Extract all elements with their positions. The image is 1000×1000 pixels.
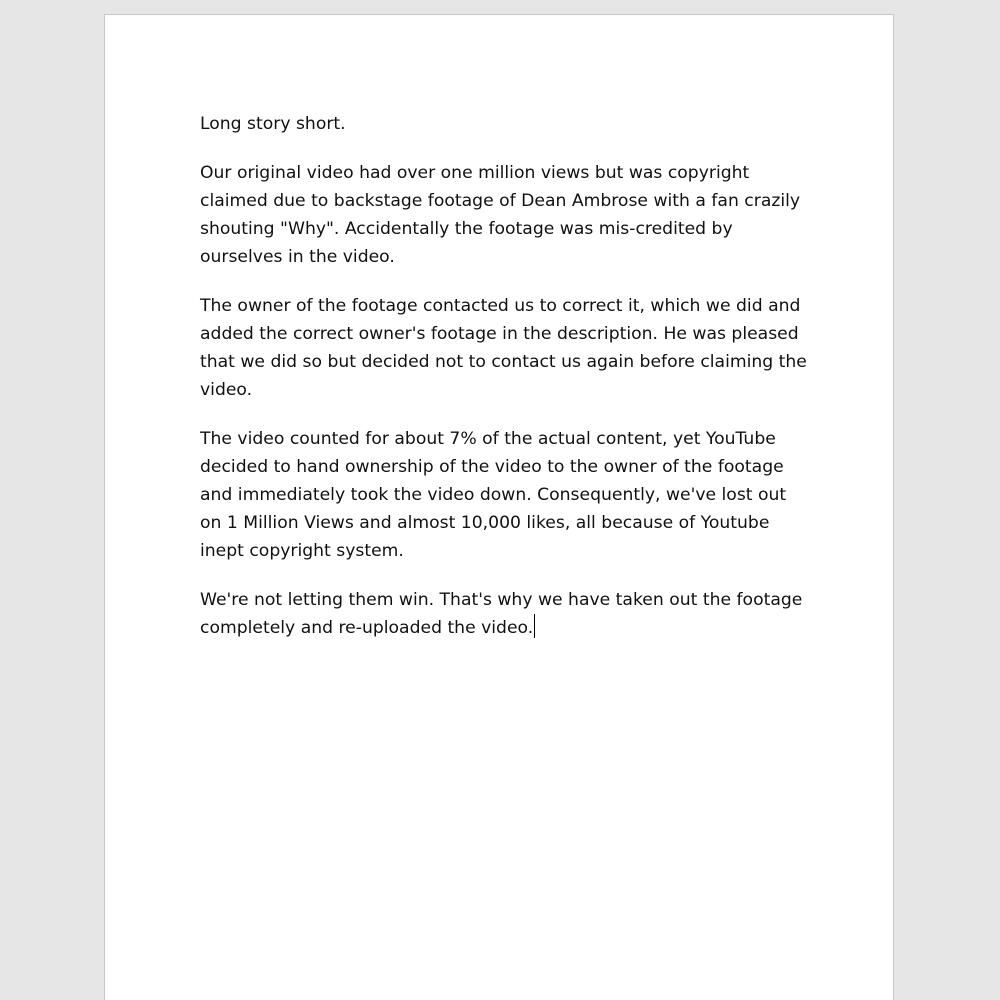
paragraph-youtube-claim[interactable]: The video counted for about 7% of the actual content, yet YouTube decided to hand ownership of the video to the owner of the footage and immediately took the video down. Consequently, we've lost out on 1 Million Views and almost 10,000 likes, all because of Youtube inept copyright system. [200,429,787,561]
document-body[interactable] [200,110,810,642]
paragraph-reupload-text: We're not letting them win. That's why we have taken out the footage completely and re-uploaded the video. [200,590,803,638]
paragraph-footage-owner[interactable]: The owner of the footage contacted us to correct it, which we did and added the correct owner's footage in the description. He was pleased that we did so but decided not to contact us again before claiming the video. [200,296,807,400]
document-page[interactable] [104,14,894,1000]
paragraph-intro[interactable]: Long story short. [200,114,346,134]
paragraph-original-video[interactable]: Our original video had over one million views but was copyright claimed due to backstage footage of Dean Ambrose with a fan crazily shouting "Why". Accidentally the footage was mis-credited by ourselves in the video. [200,163,801,267]
paragraph-reupload[interactable] [200,586,810,642]
text-cursor [534,614,535,638]
